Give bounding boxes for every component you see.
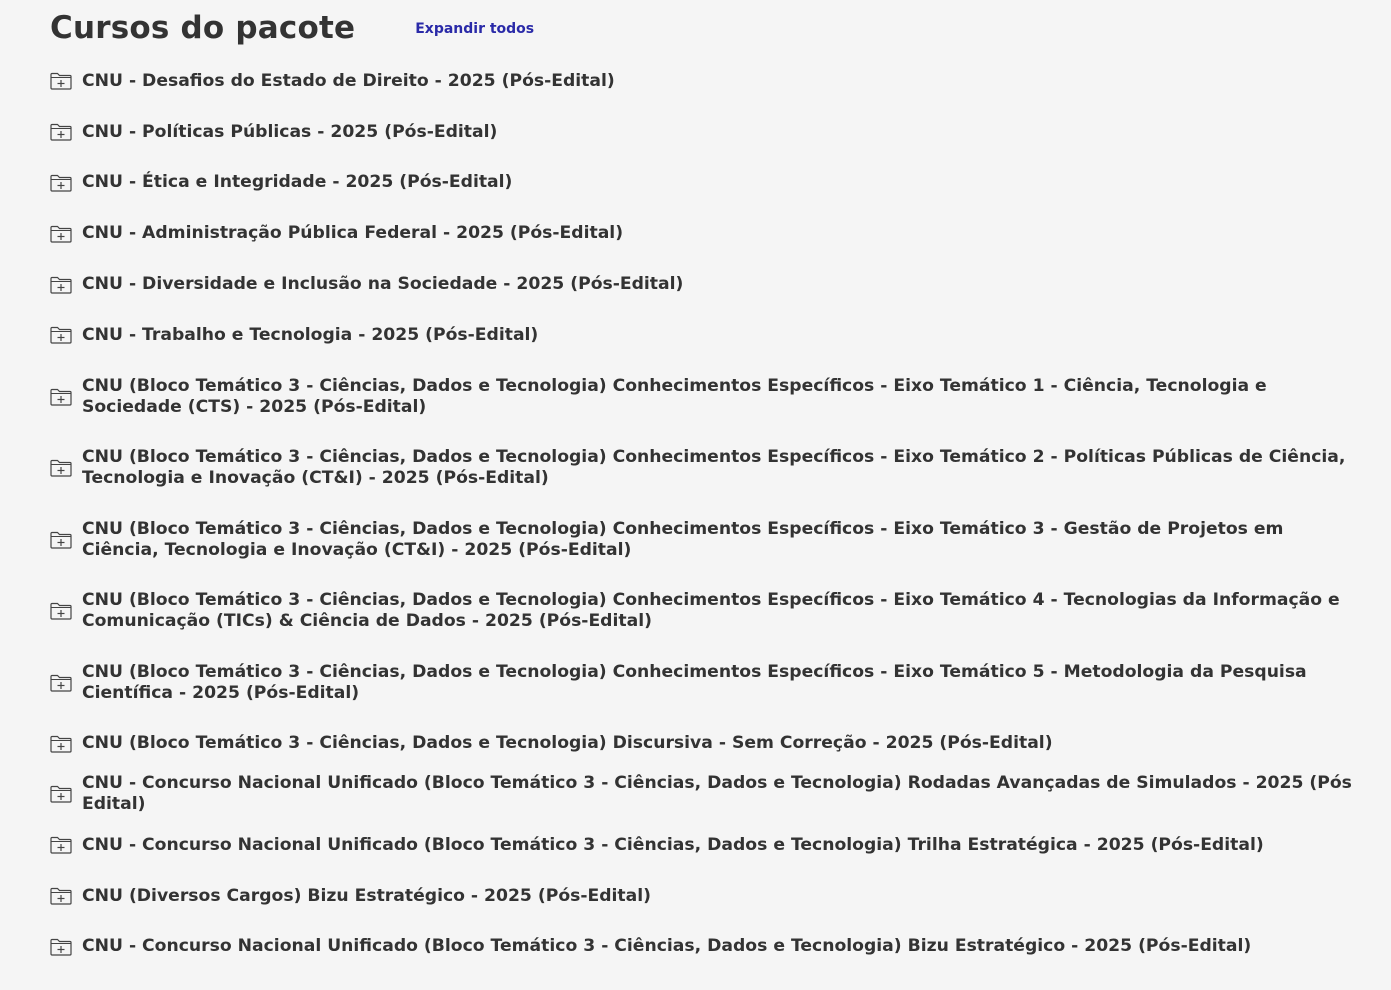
section-header (50, 0, 1360, 56)
folder-plus-icon[interactable] (50, 123, 72, 141)
folder-plus-icon[interactable] (50, 602, 72, 620)
course-title: CNU (Bloco Temático 3 - Ciências, Dados e Tecnologia) Conhecimentos Específicos - Eixo Temático 3 - Gestão de Projetos em Ciência, Tecnologia e Inovação (CT&I) - 2025 (Pós-Edital) (82, 518, 1284, 560)
page-title: Cursos do pacote (50, 10, 356, 46)
course-item[interactable] (50, 208, 1360, 259)
course-item[interactable] (50, 259, 1360, 310)
folder-plus-icon[interactable] (50, 326, 72, 344)
course-package-section (50, 0, 1360, 972)
course-title: CNU (Diversos Cargos) Bizu Estratégico - 2025 (Pós-Edital) (82, 885, 651, 906)
course-item[interactable] (50, 769, 1360, 820)
course-item[interactable] (50, 310, 1360, 361)
folder-plus-icon[interactable] (50, 276, 72, 294)
course-title: CNU - Políticas Públicas - 2025 (Pós-Edital) (82, 121, 498, 142)
folder-plus-icon[interactable] (50, 785, 72, 803)
course-item[interactable] (50, 820, 1360, 871)
course-title: CNU (Bloco Temático 3 - Ciências, Dados e Tecnologia) Conhecimentos Específicos - Eixo Temático 1 - Ciência, Tecnologia e Sociedade (CTS) - 2025 (Pós-Edital) (82, 375, 1267, 417)
folder-plus-icon[interactable] (50, 225, 72, 243)
course-item[interactable] (50, 56, 1360, 107)
course-title: CNU - Administração Pública Federal - 2025 (Pós-Edital) (82, 223, 624, 244)
course-item[interactable] (50, 718, 1360, 769)
folder-plus-icon[interactable] (50, 836, 72, 854)
course-item[interactable] (50, 107, 1360, 158)
course-title: CNU - Concurso Nacional Unificado (Bloco Temático 3 - Ciências, Dados e Tecnologia) Rodadas Avançadas de Simulados - 2025 (Pós Edital) (82, 773, 1352, 815)
course-title: CNU (Bloco Temático 3 - Ciências, Dados e Tecnologia) Discursiva - Sem Correção - 2025 (Pós-Edital) (82, 733, 1053, 754)
folder-plus-icon[interactable] (50, 174, 72, 192)
course-item[interactable] (50, 432, 1360, 504)
course-item[interactable] (50, 921, 1360, 972)
course-item[interactable] (50, 647, 1360, 719)
course-item[interactable] (50, 871, 1360, 922)
course-item[interactable] (50, 158, 1360, 209)
course-item[interactable] (50, 575, 1360, 647)
course-title: CNU - Trabalho e Tecnologia - 2025 (Pós-Edital) (82, 324, 539, 345)
course-title: CNU (Bloco Temático 3 - Ciências, Dados e Tecnologia) Conhecimentos Específicos - Eixo Temático 4 - Tecnologias da Informação e Comunicação (TICs) & Ciência de Dados - 2025 (Pós-Edital) (82, 590, 1340, 632)
expand-all-link[interactable]: Expandir todos (415, 21, 535, 37)
folder-plus-icon[interactable] (50, 735, 72, 753)
folder-plus-icon[interactable] (50, 938, 72, 956)
course-title: CNU - Desafios do Estado de Direito - 2025 (Pós-Edital) (82, 70, 615, 91)
course-title: CNU - Concurso Nacional Unificado (Bloco Temático 3 - Ciências, Dados e Tecnologia) Trilha Estratégica - 2025 (Pós-Edital) (82, 834, 1264, 855)
course-item[interactable] (50, 361, 1360, 433)
folder-plus-icon[interactable] (50, 531, 72, 549)
folder-plus-icon[interactable] (50, 674, 72, 692)
course-title: CNU - Ética e Integridade - 2025 (Pós-Edital) (82, 172, 513, 193)
folder-plus-icon[interactable] (50, 459, 72, 477)
course-title: CNU (Bloco Temático 3 - Ciências, Dados e Tecnologia) Conhecimentos Específicos - Eixo Temático 5 - Metodologia da Pesquisa Científica - 2025 (Pós-Edital) (82, 661, 1307, 703)
course-list (50, 56, 1360, 972)
course-title: CNU - Concurso Nacional Unificado (Bloco Temático 3 - Ciências, Dados e Tecnologia) Bizu Estratégico - 2025 (Pós-Edital) (82, 936, 1252, 957)
folder-plus-icon[interactable] (50, 72, 72, 90)
folder-plus-icon[interactable] (50, 388, 72, 406)
folder-plus-icon[interactable] (50, 887, 72, 905)
course-item[interactable] (50, 504, 1360, 576)
course-title: CNU - Diversidade e Inclusão na Sociedade - 2025 (Pós-Edital) (82, 274, 684, 295)
course-title: CNU (Bloco Temático 3 - Ciências, Dados e Tecnologia) Conhecimentos Específicos - Eixo Temático 2 - Políticas Públicas de Ciência, Tecnologia e Inovação (CT&I) - 2025 (Pós-Edital) (82, 447, 1346, 489)
